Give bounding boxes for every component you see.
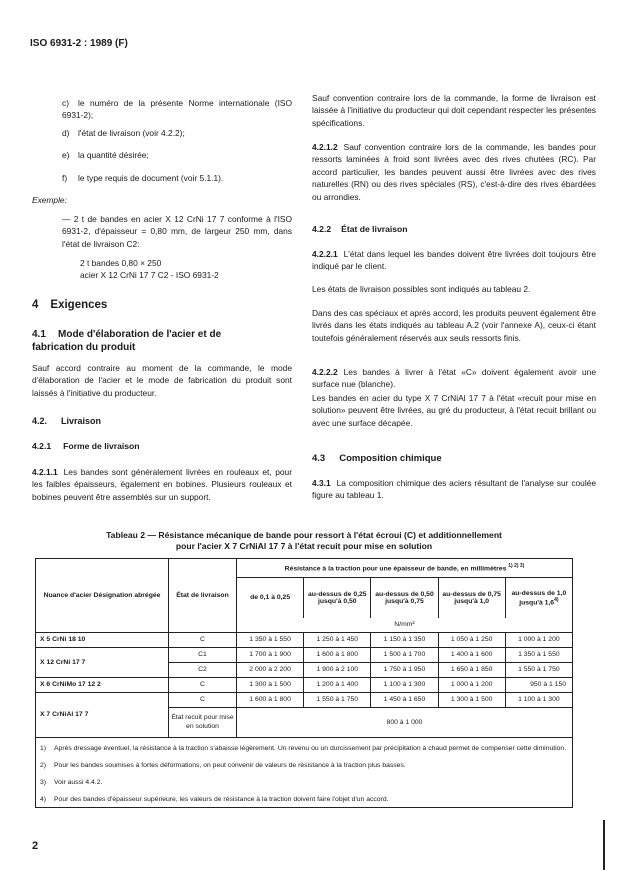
list-item-f (62, 172, 292, 184)
section-number: 4.2. (32, 416, 48, 426)
item-text: l'état de livraison (voir 4.2.2); (78, 128, 185, 138)
thickness-col (505, 578, 572, 618)
value-cell: 1 350 à 1 550 (237, 632, 304, 647)
section-4-heading (32, 299, 107, 311)
list-item-d (62, 127, 292, 139)
section-title: Livraison (61, 416, 102, 426)
list-item-c (62, 97, 292, 122)
item-label: d) (62, 128, 70, 138)
section-text: La composition chimique des aciers résultant de l'analyse sur coulée figure au tableau 1. (312, 478, 596, 501)
value-cell: 1 000 à 1 200 (438, 677, 505, 692)
value-cell: 1 500 à 1 700 (371, 647, 438, 662)
value-cell: 1 100 à 1 300 (505, 692, 572, 707)
section-number: 4.3.1 (312, 478, 331, 488)
value-cell: 1 600 à 1 800 (304, 647, 371, 662)
footnote-text: Pour des bandes d'épaisseur supérieure, les valeurs de résistance à la traction doivent faire l'objet d'un accord. (54, 795, 389, 803)
section-number: 4.2.2.1 (312, 249, 338, 259)
section-number: 4.2.1.2 (312, 142, 338, 152)
section-4-1-text: Sauf accord contraire au moment de la commande, le mode d'élaboration de l'acier et le mode de fabrication du produit sont laissés à l'initiative du producteur. (32, 363, 292, 398)
value-cell: 1 300 à 1 500 (237, 677, 304, 692)
value-cell: 1 450 à 1 650 (371, 692, 438, 707)
section-4-1-heading (32, 328, 272, 354)
section-title: État de livraison (341, 224, 408, 234)
section-4-2-1-1-text (32, 466, 292, 503)
section-4-2-2-2-text (312, 366, 596, 391)
section-4-2-1-2-text (312, 141, 596, 203)
grade-cell: X 6 CrNiMo 17 12 2 (36, 677, 169, 692)
table-caption-line-1: Tableau 2 — Résistance mécanique de bande pour ressort à l'état écroui (C) et additionnellement (106, 530, 502, 540)
section-text: Les bandes sont généralement livrées en rouleaux et, pour les faibles épaisseurs, également en bobines. Plusieurs rouleaux et bobines peuvent être assemblés sur un support. (32, 467, 292, 502)
table-header-row (36, 559, 573, 578)
footnote (40, 761, 568, 770)
header-tensile-strength (237, 559, 573, 578)
item-text: la quantité désirée; (78, 150, 149, 160)
state-cell: C1 (169, 647, 237, 662)
value-cell: 800 à 1 000 (237, 707, 573, 737)
footnote (40, 795, 568, 804)
grade-cell: X 5 CrNi 18 10 (36, 632, 169, 647)
table-caption (35, 530, 573, 552)
value-cell: 1 100 à 1 300 (371, 677, 438, 692)
item-label: f) (62, 173, 68, 183)
table-row (36, 647, 573, 662)
section-title: Composition chimique (339, 453, 442, 464)
state-cell: C (169, 692, 237, 707)
page-number: 2 (32, 840, 39, 852)
item-text: le numéro de la présente Norme internationale (ISO 6931-2); (62, 98, 292, 121)
section-4-2-heading (32, 416, 101, 426)
section-number: 4.2.1.1 (32, 467, 58, 477)
value-cell: 950 à 1 150 (505, 677, 572, 692)
footnote-label: 4) (40, 795, 47, 803)
footnote-label: 3) (40, 778, 47, 786)
item-label: e) (62, 150, 70, 160)
value-cell: 1 200 à 1 400 (304, 677, 371, 692)
section-number: 4.2.1 (32, 441, 52, 451)
section-title: Forme de livraison (63, 441, 140, 451)
section-text: Les bandes à livrer à l'état «C» doivent également avoir une surface nue (blanche). (312, 367, 596, 390)
example-line-1: 2 t bandes 0,80 × 250 (80, 258, 162, 268)
value-cell: 1 400 à 1 600 (438, 647, 505, 662)
value-cell: 1 700 à 1 900 (237, 647, 304, 662)
value-cell: 1 350 à 1 550 (505, 647, 572, 662)
footnote-text: Voir aussi 4.4.2. (54, 778, 103, 786)
section-4-2-1-heading (32, 441, 140, 451)
state-cell: C (169, 632, 237, 647)
section-text: L'état dans lequel les bandes doivent être livrées doit toujours être indiqué par le client. (312, 249, 596, 272)
document-header: ISO 6931-2 : 1989 (F) (30, 38, 128, 49)
section-number: 4 (32, 299, 39, 311)
state-cell: C2 (169, 662, 237, 677)
section-text: Sauf convention contraire lors de la commande, les bandes pour ressorts laminées à froid sont livrées avec des rives chutées (RC). Par accord particulier, les bandes peuvent aussi être livrées avec des rives naturelles (RN) ou des rives spéciales (RS), c'est-à-dire des rives ébardées ou arrondies. (312, 142, 596, 202)
steel-delivery-text: Les bandes en acier du type X 7 CrNiAl 17 7 à l'état «recuit pour mise en solution» peuvent être livrées, au gré du producteur, à l'état recuit brillant ou avec une surface décapée. (312, 393, 596, 428)
table-caption-line-2: pour l'acier X 7 CrNiAl 17 7 à l'état recuit pour mise en solution (175, 541, 433, 551)
tensile-strength-table (35, 558, 573, 808)
thickness-col: au-dessus de 0,25 jusqu'à 0,50 (304, 578, 371, 618)
section-title: Mode d'élaboration de l'acier et de fabrication du produit (32, 329, 222, 353)
footnote (40, 778, 568, 787)
example-label: Exemple: (32, 195, 67, 205)
section-4-3-1-text (312, 477, 596, 502)
table-row (36, 632, 573, 647)
section-4-2-2-heading (312, 224, 408, 234)
table-row (36, 677, 573, 692)
item-label: c) (62, 98, 69, 108)
footnote-ref: 4) (554, 596, 559, 603)
delivery-states-text: Les états de livraison possibles sont indiqués au tableau 2. (312, 284, 531, 294)
list-item-e (62, 149, 292, 161)
value-cell: 1 550 à 1 750 (505, 662, 572, 677)
item-text: le type requis de document (voir 5.1.1). (78, 173, 224, 183)
footnote-text: Pour les bandes soumises à fortes déformations, on peut convenir de valeurs de résistance à la traction plus basses. (54, 761, 406, 769)
footnote (40, 744, 568, 753)
section-title: Exigences (50, 299, 108, 311)
section-number: 4.2.2.2 (312, 367, 338, 377)
example-line-2: acier X 12 CrNi 17 7 C2 - ISO 6931-2 (80, 270, 219, 280)
page-edge-mark (603, 820, 605, 870)
table-row (36, 692, 573, 707)
header-tensile-strength-label: Résistance à la traction pour une épaisseur de bande, en millimètres (284, 565, 507, 573)
value-cell: 1 050 à 1 250 (438, 632, 505, 647)
section-4-3-heading (312, 452, 442, 465)
grade-cell: X 7 CrNiAl 17 7 (36, 692, 169, 737)
table-footnotes-row (36, 737, 573, 807)
footnote-label: 2) (40, 761, 47, 769)
value-cell: 1 600 à 1 800 (237, 692, 304, 707)
unit-label: N/mm² (237, 618, 573, 633)
right-intro-text: Sauf convention contraire lors de la commande, la forme de livraison est laissée à l'initiative du producteur qui doit cependant respecter les présentes spécifications. (312, 93, 596, 128)
value-cell: 1 750 à 1 950 (371, 662, 438, 677)
value-cell: 1 900 à 2 100 (304, 662, 371, 677)
special-cases-text: Dans des cas spéciaux et après accord, les produits peuvent également être livrés dans les états indiqués au tableau A.2 (voir l'annexe A), ceux-ci étant toutefois généralement réservés aux seuls ressorts finis. (312, 308, 596, 343)
section-4-2-2-1-text (312, 248, 596, 273)
thickness-col: de 0,1 à 0,25 (237, 578, 304, 618)
footnote-text: Après dressage éventuel, la résistance à la traction s'abaisse légèrement. Un revenu ou un durcissement par précipitation à chaud permet de compenser cette diminution. (54, 744, 567, 752)
value-cell: 1 300 à 1 500 (438, 692, 505, 707)
footnote-label: 1) (40, 744, 47, 752)
header-delivery-state: État de livraison (169, 559, 237, 633)
header-grade: Nuance d'acier Désignation abrégée (36, 559, 169, 633)
grade-cell: X 12 CrNi 17 7 (36, 647, 169, 677)
thickness-col: au-dessus de 0,75 jusqu'à 1,0 (438, 578, 505, 618)
state-cell: C (169, 677, 237, 692)
state-cell: État recuit pour mise en solution (169, 707, 237, 737)
value-cell: 2 000 à 2 200 (237, 662, 304, 677)
value-cell: 1 150 à 1 350 (371, 632, 438, 647)
value-cell: 1 650 à 1 850 (438, 662, 505, 677)
footnote-refs: 1) 2) 3) (508, 563, 525, 570)
section-number: 4.1 (32, 329, 46, 340)
thickness-col: au-dessus de 0,50 jusqu'à 0,75 (371, 578, 438, 618)
section-number: 4.3 (312, 453, 326, 464)
example-text: — 2 t de bandes en acier X 12 CrNi 17 7 conforme à l'ISO 6931-2, d'épaisseur = 0,80 mm, de largeur 250 mm, dans l'état de livraison C2: (62, 214, 292, 249)
value-cell: 1 550 à 1 750 (304, 692, 371, 707)
section-number: 4.2.2 (312, 224, 332, 234)
value-cell: 1 000 à 1 200 (505, 632, 572, 647)
table-footnotes (36, 737, 573, 807)
value-cell: 1 250 à 1 450 (304, 632, 371, 647)
thickness-col-label: au-dessus de 1,0 jusqu'à 1,6 (511, 589, 567, 606)
